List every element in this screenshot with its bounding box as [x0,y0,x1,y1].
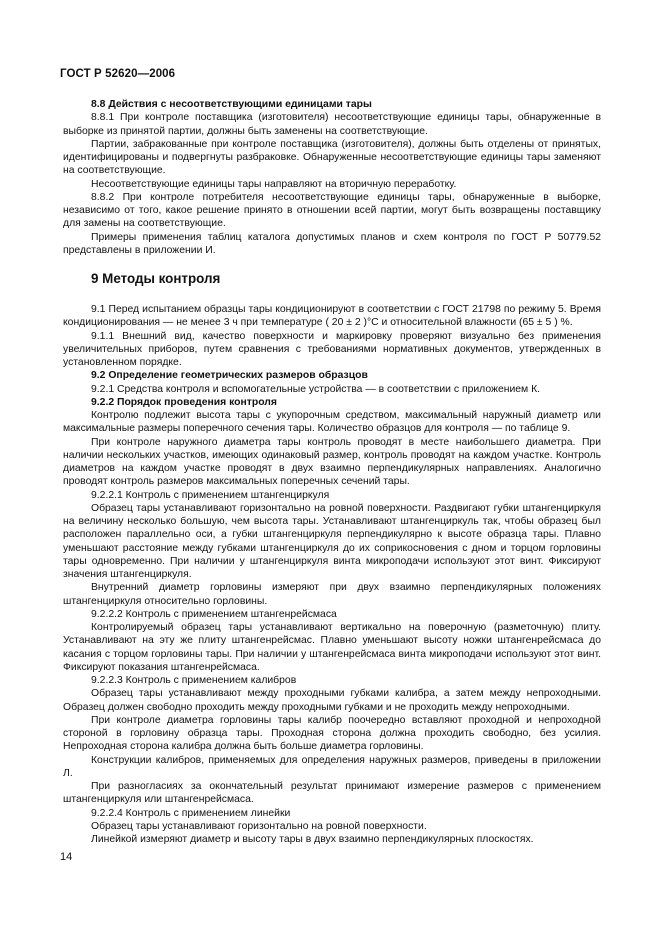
paragraph: 8.8.2 При контроле потребителя несоответствующие единицы тары, обнаруженные в выборке, независимо от того, какое решение принято в отношении всей партии, могут быть возвращены поставщику для замены на соответствующие. [63,191,601,230]
subsection-title: 9.2.2.4 Контроль с применением линейки [91,807,291,819]
section-heading-8-8: 8.8 Действия с несоответствующими единицами тары [91,99,372,110]
paragraph: Контролю подлежит высота тары с укупорочным средством, максимальный наружный диаметр или максимальные размеры поперечного сечения тары. Количество образцов для контроля — по таблице 9. [63,410,601,435]
page-number: 14 [60,851,73,863]
paragraph: Образец тары устанавливают горизонтально на ровной поверхности. [91,820,427,832]
document-code-header: ГОСТ Р 52620—2006 [60,68,176,80]
paragraph: При контроле наружного диаметра тары контроль проводят в месте наибольшего диаметра. При наличии нескольких участков, имеющих одинаковый размер, контроль проводят на каждом участке. Контроль диаметров на каждом участке проводят в двух взаимно перпендикулярных направлениях. Аналогично проводят контроль размеров максимальных поперечных сечений тары. [63,436,601,488]
section-heading-9-2-2: 9.2.2 Порядок проведения контроля [91,396,277,408]
paragraph: 9.2.1 Средства контроля и вспомогательные устройства — в соответствии с приложением К. [91,383,541,395]
paragraph: 9.1 Перед испытанием образцы тары кондиционируют в соответствии с ГОСТ 21798 по режиму 5. Время кондиционирования — не менее 3 ч при температуре ( 20 ± 2 )°С и относительной влажности (65 ± 5 ) %. [63,304,601,329]
paragraph: Примеры применения таблиц каталога допустимых планов и схем контроля по ГОСТ Р 50779.52 представлены в приложении И. [63,231,601,256]
document-body [63,98,601,846]
paragraph: Образец тары устанавливают горизонтально на ровной поверхности. Раздвигают губки штангенциркуля на величину несколько большую, чем высота тары. Устанавливают штангенциркуль так, чтобы образец был расположен параллельно оси, а губки штангенциркуля перпендикулярно к высоте образца тары. Плавно уменьшают расстояние между губками штангенциркуля до их соприкосновения с дном и торцом горловины тары одновременно. При наличии у штангенциркуля винта микроподачи используют этот винт. Фиксируют значения штангенциркуля. [63,502,601,580]
section-heading-9: 9 Методы контроля [91,271,221,286]
paragraph: Внутренний диаметр горловины измеряют при двух взаимно перпендикулярных положениях штангенциркуля относительно горловины. [63,582,601,607]
paragraph: Партии, забракованные при контроле поставщика (изготовителя), должны быть отделены от принятых, идентифицированы и подвергнуты разбраковке. Обнаруженные несоответствующие единицы тары заменяют на соответствующие. [63,138,601,177]
paragraph: Несоответствующие единицы тары направляют на вторичную переработку. [91,178,457,190]
subsection-title: 9.2.2.3 Контроль с применением калибров [91,675,297,686]
section-heading-9-2: 9.2 Определение геометрических размеров образцов [91,370,368,382]
paragraph: 8.8.1 При контроле поставщика (изготовителя) несоответствующие единицы тары, обнаруженные в выборке из принятой партии, должны быть заменены на соответствующие. [63,112,601,137]
subsection-title: 9.2.2.1 Контроль с применением штангенциркуля [91,489,330,501]
paragraph: Образец тары устанавливают между проходными губками калибра, а затем между непроходными. Образец должен свободно проходить между проходными губками и не проходить между непроходными. [63,688,601,713]
paragraph: Конструкции калибров, применяемых для определения наружных размеров, приведены в приложении Л. [63,754,601,779]
paragraph: Контролируемый образец тары устанавливают вертикально на поверочную (разметочную) плиту. Устанавливают на эту же плиту штангенрейсмас. Плавно уменьшают высоту ножки штангенрейсмаса до касания с торцом горловины тары. При наличии у штангенрейсмаса винта микроподачи используют этот винт. Фиксируют показания штангенрейсмаса. [63,622,601,673]
subsection-title: 9.2.2.2 Контроль с применением штангенрейсмаса [91,608,337,620]
paragraph: При контроле диаметра горловины тары калибр поочередно вставляют проходной и непроходной стороной в горловину образца тары. Проходная сторона должна проходить свободно, без усилия. Непроходная сторона калибра должна быть больше диаметра горловины. [63,714,601,753]
paragraph: 9.1.1 Внешний вид, качество поверхности и маркировку проверяют визуально без применения увеличительных приборов, путем сравнения с требованиями нормативных документов, утвержденных в установленном порядке. [63,330,601,368]
paragraph: При разногласиях за окончательный результат принимают измерение размеров с применением штангенциркуля или штангенрейсмаса. [63,781,601,806]
paragraph: Линейкой измеряют диаметр и высоту тары в двух взаимно перпендикулярных плоскостях. [91,834,534,845]
